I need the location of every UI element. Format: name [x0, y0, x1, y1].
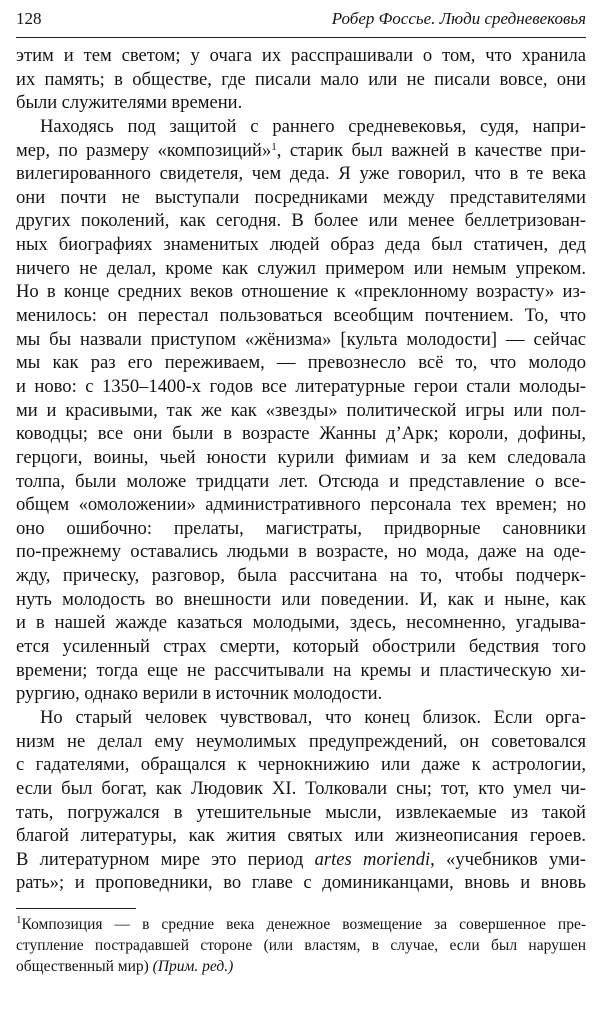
text-line: вилегированного свидетеля, чем деда. Я уже говорил, что в те века [16, 163, 586, 185]
text-line: рургию, однако верили в источник молодости. [16, 683, 383, 705]
text-line: ется усиленный страх смерти, который обострили бедствия того [16, 636, 586, 658]
text-fragment: мер, по размеру «композиций» [16, 139, 272, 161]
text-line: ничего не делал, кроме как служил примером или немым упреком. [16, 257, 586, 279]
text-fragment: В литературном мире это период [16, 848, 315, 870]
text-line: ководцы; все они были в возрасте Жанны д’Арк; короли, дофины, [16, 423, 586, 445]
text-line: тать, погружался в утешительные мысли, извлекаемые из такой [16, 801, 586, 823]
page-number: 128 [16, 9, 42, 28]
text-line: ми и красивыми, так же как «звезды» политической игры или пол- [16, 399, 586, 421]
text-line: герцоги, воины, чьей юности курили фимиам и за кем следовала [16, 446, 586, 468]
text-line: Но старый человек чувствовал, что конец близок. Если орга- [40, 706, 586, 728]
footnote-line: ступление пострадавшей стороне (или властям, в случае, если был нарушен [16, 937, 586, 954]
text-line: общем «омоложении» административного персонала тех времен; но [16, 494, 586, 516]
text-line: их память; в обществе, где писали мало или не писали вовсе, они [16, 68, 586, 90]
editor-note: (Прим. ред.) [152, 958, 234, 975]
text-line: жду, прическу, разговор, была рассчитана на то, чтобы подчерк- [16, 565, 586, 587]
text-line: были служителями времени. [16, 92, 243, 114]
footnote-mark: 1 [16, 914, 22, 926]
text-line: ных биографиях знаменитых людей образ деда был статичен, дед [16, 234, 586, 256]
text-line: и ново: с 1350–1400-х годов все литературные герои стали молоды- [16, 375, 586, 397]
footnote-line [16, 956, 586, 977]
text-line: этим и тем светом; у очага их расспрашивали о том, что хранила [16, 45, 586, 66]
footnote [16, 914, 586, 977]
text-line: других поколений, как сегодня. В более или менее беллетризован- [16, 210, 586, 232]
text-line: толпа, были моложе тридцати лет. Отсюда и представление о все- [16, 470, 586, 492]
text-line: мы как раз его переживаем, — превознесло всё то, что молодо [16, 352, 586, 374]
book-page [16, 0, 586, 1018]
text-line: мы бы назвали приступом «жёнизма» [культа молодости] — сейчас [16, 328, 586, 350]
text-fragment: , «учебников уми- [430, 848, 586, 870]
text-fragment: общественный мир) [16, 958, 153, 975]
text-line: и в нашей жажде казаться молодыми, здесь, несомненно, угадыва- [16, 612, 586, 634]
text-line: если был богат, как Людовик XI. Толковали сны; тот, кто умел чи- [16, 777, 586, 799]
text-line: менилось: он перестал пользоваться всеобщим почтением. То, что [16, 305, 586, 327]
text-line: они почти не выступали посредниками между представителями [16, 186, 586, 208]
footnote-reference: 1 [271, 140, 277, 153]
text-line-with-italic [16, 848, 586, 872]
text-line: оно ошибочно: прелаты, магистраты, придворные сановники [16, 517, 586, 539]
footnote-rule [16, 908, 136, 909]
text-line: по-прежнему оставались людьми в возрасте, но мода, даже на оде- [16, 541, 586, 563]
text-line: Но в конце средних веков отношение к «преклонному возрасту» из- [16, 281, 586, 303]
text-line: времени; тогда еще не рассчитывали на кремы и пластическую хи- [16, 659, 586, 681]
text-line: нуть молодость во внешности или поведении. И, как и ныне, как [16, 588, 586, 610]
text-line: рать»; и проповедники, во главе с доминиканцами, вновь и вновь [16, 872, 586, 894]
text-line: Находясь под защитой с раннего средневековья, судя, напри- [40, 115, 586, 137]
running-title: Робер Фоссье. Люди средневековья [331, 9, 586, 28]
italic-term: artes moriendi [314, 848, 431, 870]
text-line: низм не делал ему неумолимых предупреждений, он советовался [16, 730, 586, 752]
footnote-line [16, 914, 586, 935]
main-text [16, 44, 586, 895]
text-line: с гадателями, обращался к чернокнижию или даже к астрологии, [16, 754, 586, 776]
running-header [16, 4, 586, 34]
header-rule [16, 37, 586, 38]
text-fragment: Композиция — в средние века денежное возмещение за совершенное пре- [21, 916, 586, 933]
text-line: благой литературы, как жития святых или жизнеописания героев. [16, 825, 586, 847]
text-line-with-footnote-ref [16, 139, 586, 163]
text-fragment: , старик был важней в качестве при- [276, 139, 586, 161]
